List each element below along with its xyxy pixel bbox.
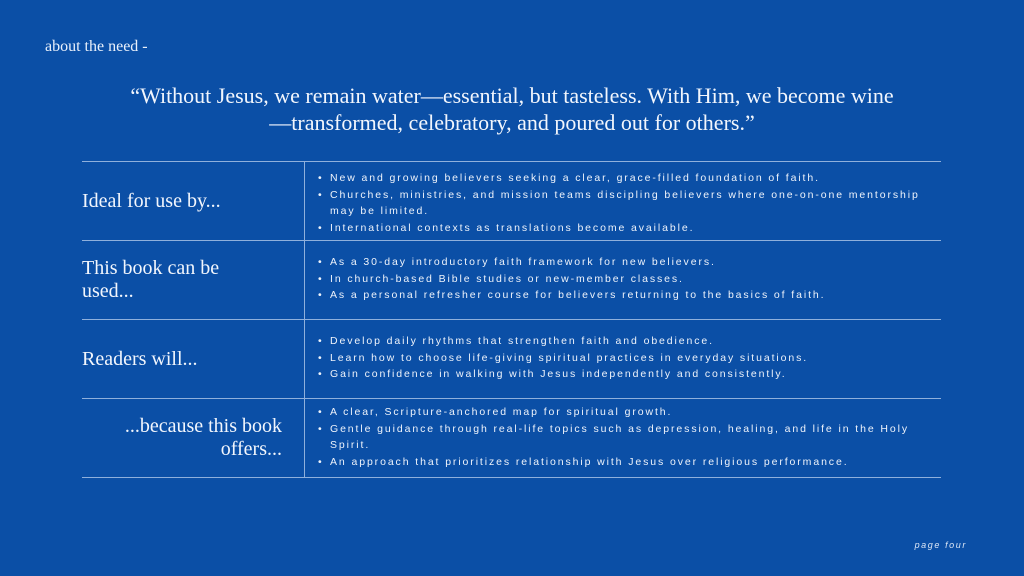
row-label [82,399,305,477]
table-row [82,320,941,399]
row-label [82,241,305,319]
table-row [82,399,941,478]
list-item: • International contexts as translations become available. [318,220,920,237]
row-label [82,162,305,240]
bullet-list [305,320,808,398]
section-kicker: about the need - [45,38,148,55]
row-label-text: Readers will... [82,347,198,370]
list-item: • Gain confidence in walking with Jesus independently and consistently. [318,366,808,383]
list-item: • In church-based Bible studies or new-member classes. [318,271,825,288]
list-item: • Develop daily rhythms that strengthen faith and obedience. [318,333,808,350]
bullet-list [305,241,825,319]
list-item: • New and growing believers seeking a clear, grace-filled foundation of faith. [318,170,920,187]
list-item: • A clear, Scripture-anchored map for spiritual growth. [318,404,920,421]
pull-quote: “Without Jesus, we remain water—essential, but tasteless. With Him, we become wine—transformed, celebratory, and poured out for others.” [130,83,894,135]
bullet-list [305,399,920,477]
info-table [82,161,941,478]
list-item: • As a 30-day introductory faith framework for new believers. [318,254,825,271]
table-row [82,162,941,241]
bullet-list [305,162,920,240]
row-label [82,320,305,398]
row-label-text: ...because this book offers... [124,415,282,460]
page-number: page four [914,540,967,550]
list-item: • Churches, ministries, and mission teams discipling believers where one-on-one mentorship may be limited. [318,187,920,220]
list-item: • An approach that prioritizes relationship with Jesus over religious performance. [318,454,920,471]
row-label-text: Ideal for use by... [82,189,221,212]
list-item: • Learn how to choose life-giving spiritual practices in everyday situations. [318,350,808,367]
table-row [82,241,941,320]
list-item: • Gentle guidance through real-life topics such as depression, healing, and life in the Holy Spirit. [318,421,920,454]
list-item: • As a personal refresher course for believers returning to the basics of faith. [318,287,825,304]
row-label-text: This book can be used... [82,257,220,302]
